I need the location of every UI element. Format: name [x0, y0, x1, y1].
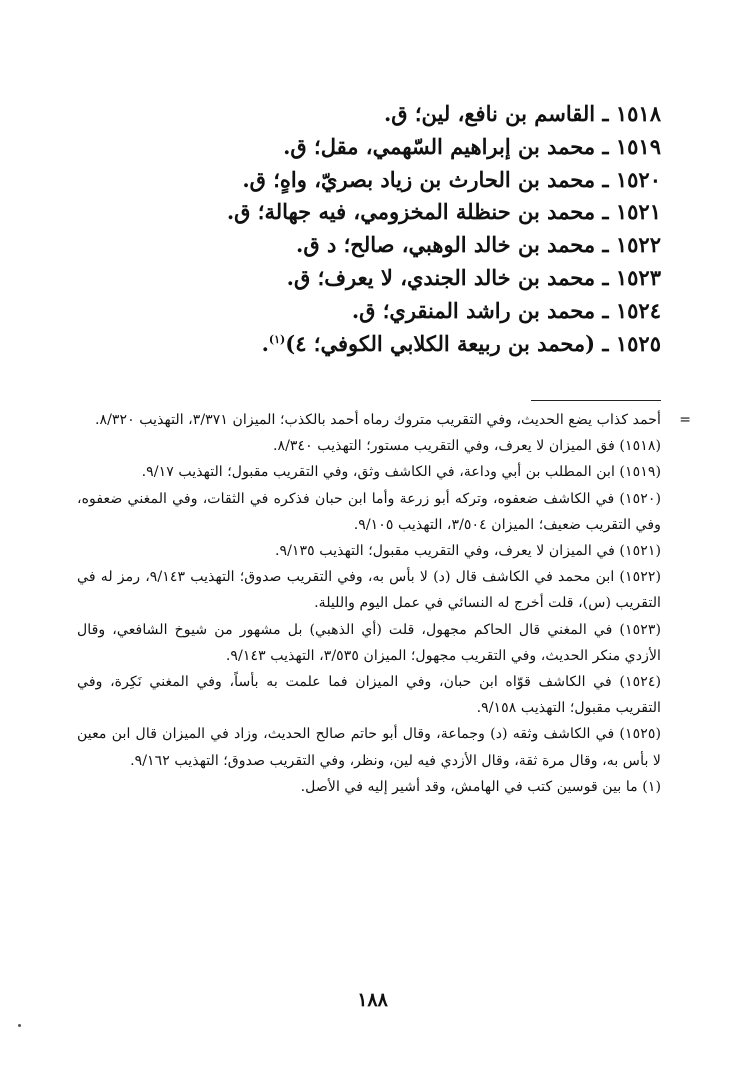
list-item: ١٥٢٤ ـ محمد بن راشد المنقري؛ ق.: [351, 297, 661, 323]
list-item: ١٥٢٠ ـ محمد بن الحارث بن زياد بصريّ، واهٍ؛ ق.: [242, 166, 661, 192]
list-item: ١٥٢١ ـ محمد بن حنظلة المخزومي، فيه جهالة؛ ق.: [226, 199, 661, 225]
list-item: ١٥٢٣ ـ محمد بن خالد الجندي، لا يعرف؛ ق.: [286, 264, 661, 290]
list-item: ١٥١٨ ـ القاسم بن نافع، لين؛ ق.: [383, 101, 661, 126]
footnote-continuation: [77, 407, 691, 433]
footnote: (١) ما بين قوسين كتب في الهامش، وقد أشير إليه في الأصل.: [300, 778, 661, 795]
list-item: ١٥١٩ ـ محمد بن إبراهيم السّهمي، مقل؛ ق.: [283, 133, 661, 159]
footnote: (١٥٢٤) في الكاشف قوّاه ابن حبان، وفي الميزان فما علمت به بأساً، وفي المغني نَكِرة، وفي التقريب مقبول؛ التهذيب ٩/١٥٨.: [77, 674, 661, 717]
footnote: (١٥١٩) ابن المطلب بن أبي وداعة، في الكاشف وثق، وفي التقريب مقبول؛ التهذيب ٩/١٧.: [141, 464, 661, 481]
entry-text: ١٥٢٥ ـ (محمد بن ربيعة الكلابي الكوفي؛ ٤): [285, 330, 661, 356]
continuation-mark: =: [679, 412, 691, 428]
footnote: (١٥٢٢) ابن محمد في الكاشف قال (د) لا بأس به، وفي التقريب صدوق؛ التهذيب ٩/١٤٣، رمز له في التقريب (س)، قلت أخرج له النسائي في عمل اليوم والليلة.: [77, 569, 661, 612]
scan-speck: [18, 1024, 21, 1027]
footnote: (١٥٢٣) في المغني قال الحاكم مجهول، قلت (أي الذهبي) بل مشهور من شيوخ الشافعي، وقال الأزدي منكر الحديث، وفي التقريب مجهول؛ الميزان ٣/٥٣٥، التهذيب ٩/١٤٣.: [77, 621, 661, 664]
footnote: (١٥٢٥) في الكاشف وثقه (د) وجماعة، وقال أبو حاتم صالح الحديث، وزاد في الميزان قال ابن معين لا بأس به، وقال مرة ثقة، وقال الأزدي فيه لين، ونظر، وفي التقريب صدوق؛ التهذيب ٩/١٦٢.: [77, 726, 661, 769]
footnote-separator: [531, 400, 661, 401]
entry-end-dot: .: [261, 330, 269, 356]
footnote-text: أحمد كذاب يضع الحديث، وفي التقريب متروك رماه أحمد بالكذب؛ الميزان ٣/٣٧١، التهذيب ٨/٣٢٠.: [94, 412, 661, 428]
footnote-marker: (١): [268, 332, 286, 346]
page-number: ١٨٨: [357, 989, 388, 1011]
list-item: ١٥٢٢ ـ محمد بن خالد الوهبي، صالح؛ د ق.: [296, 232, 661, 258]
narrator-list: [101, 98, 661, 360]
footnote: (١٥٢٠) في الكاشف ضعفوه، وتركه أبو زرعة وأما ابن حبان فذكره في الثقات، وفي المغني ضعفوه، وفي التقريب ضعيف؛ الميزان ٣/٥٠٤، التهذيب ٩/١٠٥.: [77, 490, 661, 533]
footnote: (١٥١٨) فق الميزان لا يعرف، وفي التقريب مستور؛ التهذيب ٨/٣٤٠.: [272, 438, 661, 455]
footnote: (١٥٢١) في الميزان لا يعرف، وفي التقريب مقبول؛ التهذيب ٩/١٣٥.: [275, 543, 661, 560]
footnotes: [77, 407, 691, 800]
list-item: [101, 328, 661, 361]
